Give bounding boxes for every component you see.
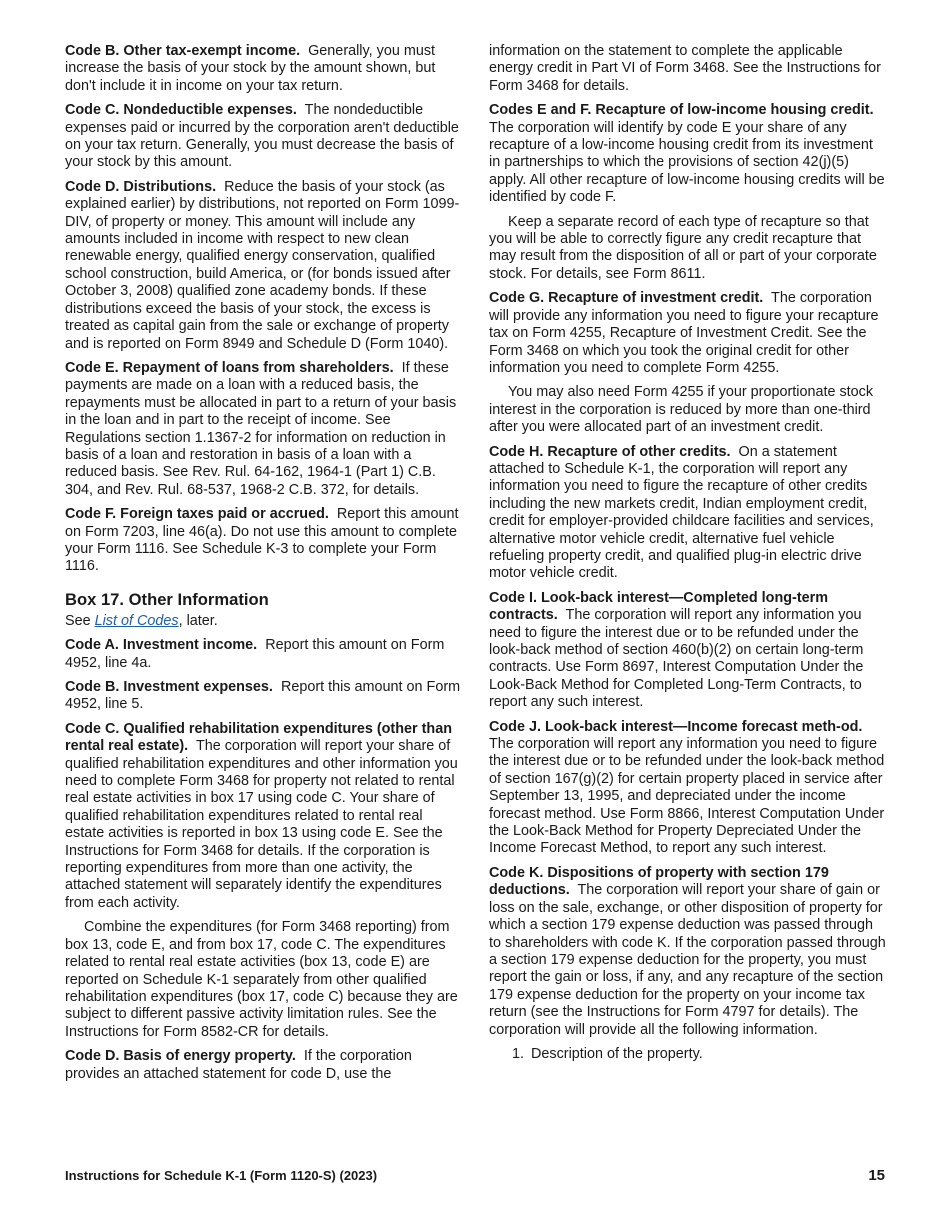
paragraph-text: Generally, you must increase the basis of your stock by the amount shown, but don't include it in income on your tax return. — [65, 43, 436, 94]
paragraph-code-c-rehabilitation — [65, 721, 463, 912]
paragraph-text: Reduce the basis of your stock (as explained earlier) by distributions, not reported on Form 1099-DIV, of property or money. This amount will include any amounts included in income with respect to new clean renewable energy, qualified energy conservation, qualified school construction, build America, or (for bonds issued after October 3, 2008) qualified zone academy bonds. If these distributions exceed the basis of your stock, the excess is treated as capital gain from the sale or exchange of property and is reported on Form 8949 and Schedule D (Form 1040). — [65, 178, 460, 352]
paragraph-heading: Code I. Look-back interest—Completed long-term contracts. — [489, 589, 829, 624]
paragraph-text: If these payments are made on a loan with a reduced basis, the repayments must be allocated in part to a return of your basis in the loan and in part to the receipt of income. See Regulations section 1.1367-2 for information on reduction in basis of a loan and restoration in basis of a loan with a reduced basis. See Rev. Rul. 64-162, 1964-1 (Part 1) C.B. 304, and Rev. Rul. 68-537, 1968-2 C.B. 372, for details. — [65, 359, 457, 498]
page-number: 15 — [868, 1167, 885, 1184]
paragraph-code-a-investment-income — [65, 637, 463, 672]
paragraph-text: The corporation will identify by code E your share of any recapture of a low-income housing credit from its investment in partnerships to which the provisions of section 42(j)(5) apply. All other recapture of low-income housing credits will be identified by code F. — [489, 119, 885, 206]
paragraph-heading: Code H. Recapture of other credits. — [489, 443, 731, 460]
see-suffix: , later. — [178, 612, 218, 629]
paragraph-text: The corporation will report any information you need to figure the interest due or to be refunded under the look-back method of section 167(g)(2) for certain property placed in service after September 13, 1995, and depreciated under the income forecast method. Use Form 8866, Interest Computation Under the Look-Back Method for Property Depreciated Under the Income Forecast Method, to report any such interest. — [489, 736, 885, 857]
paragraph-heading: Code C. Qualified rehabilitation expenditures (other than rental real estate). — [65, 720, 452, 755]
see-list-of-codes — [65, 613, 463, 630]
paragraph-code-d-distributions — [65, 179, 463, 353]
paragraph-codes-e-f-recapture — [489, 102, 887, 206]
paragraph-code-i-look-back — [489, 590, 887, 712]
list-of-codes-link[interactable]: List of Codes — [94, 612, 179, 629]
paragraph-text: Report this amount on Form 4952, line 4a. — [65, 637, 445, 671]
section-title-box-17: Box 17. Other Information — [65, 589, 269, 609]
paragraph-heading: Code D. Basis of energy property. — [65, 1048, 296, 1065]
paragraph-code-k-section-179 — [489, 865, 887, 1039]
paragraph-heading: Code F. Foreign taxes paid or accrued. — [65, 506, 329, 523]
paragraph-text: The corporation will report your share of gain or loss on the sale, exchange, or other disposition of property for which a section 179 expense deduction was passed through to shareholders with code K. If the corporation passed through a section 179 expense deduction for the property, you must report the gain or loss, if any, and any recapture of the section 179 expense deduction for the property on your income tax return (see the Instructions for Form 4797 for details). The corporation will provide all the following information. — [489, 882, 886, 1038]
paragraph-form-4255: You may also need Form 4255 if your proportionate stock interest in the corporation is reduced by more than one-third after you were allocated part of an investment credit. — [489, 384, 874, 436]
paragraph-heading: Code D. Distributions. — [65, 178, 217, 195]
left-column — [65, 43, 463, 1090]
right-column — [489, 43, 887, 1063]
paragraph-code-d-energy-property — [65, 1048, 463, 1083]
paragraph-heading: Code B. Other tax-exempt income. — [65, 43, 301, 59]
paragraph-code-j-income-forecast — [489, 719, 887, 858]
paragraph-heading: Code K. Dispositions of property with section 179 deductions. — [489, 864, 829, 899]
page-footer — [65, 1168, 885, 1183]
list-item-text: Description of the property. — [531, 1045, 703, 1062]
paragraph-heading: Code A. Investment income. — [65, 637, 258, 654]
footer-title: Instructions for Schedule K-1 (Form 1120-S) (2023) — [65, 1168, 378, 1183]
paragraph-separate-record: Keep a separate record of each type of recapture so that you will be able to correctly figure any credit recapture that may result from the disposition of all or part of your corporate stock. For details, see Form 8611. — [489, 213, 877, 282]
paragraph-text: The nondeductible expenses paid or incurred by the corporation aren't deductible on your tax return. Generally, you must decrease the basis of your stock by this amount. — [65, 102, 459, 171]
paragraph-text: Report this amount on Form 4952, line 5. — [65, 679, 461, 713]
paragraph-code-b-investment-expenses — [65, 679, 463, 714]
paragraph-heading: Code G. Recapture of investment credit. — [489, 290, 764, 307]
paragraph-heading: Code E. Repayment of loans from shareholders. — [65, 359, 394, 376]
paragraph-code-b-tax-exempt — [65, 43, 463, 95]
list-item-number: 1. — [512, 1045, 525, 1062]
paragraph-combine-expenditures: Combine the expenditures (for Form 3468 reporting) from box 13, code E, and from box 17, code C. The expenditures related to rental real estate activities (box 13, code E) are reported on Schedule K-1 separately from other qualified rehabilitation expenditures (box 17, code C) because they are subject to different passive activity limitation rules. See the Instructions for Form 8582-CR for details. — [65, 919, 458, 1040]
paragraph-text: If the corporation provides an attached statement for code D, use the — [65, 1048, 412, 1082]
paragraph-text: The corporation will report any information you need to figure the interest due or to be refunded under the look-back method of section 460(b)(2) on certain long-term contracts. Use Form 8697, Interest Computation Under the Look-Back Method for Completed Long-Term Contracts, to report any such interest. — [489, 607, 864, 711]
paragraph-heading: Codes E and F. Recapture of low-income housing credit. — [489, 102, 874, 119]
list-item — [512, 1046, 887, 1063]
see-prefix: See — [65, 612, 95, 629]
paragraph-code-h-other-credits — [489, 444, 887, 583]
paragraph-code-g-investment-credit — [489, 290, 887, 377]
paragraph-heading: Code C. Nondeductible expenses. — [65, 102, 297, 119]
paragraph-text: The corporation will provide any information you need to figure your recapture tax on Form 4255, Recapture of Investment Credit. See the Form 3468 on which you took the original credit for other information you need to complete Form 4255. — [489, 290, 879, 376]
paragraph-heading: Code J. Look-back interest—Income forecast meth-od. — [489, 718, 863, 735]
paragraph-text: The corporation will report your share of qualified rehabilitation expenditures and other information you need to complete Form 3468 for property not related to rental real estate activities in box 17 using code C. Your share of qualified rehabilitation expenditures related to rental real estate activities is reported in box 13 using code E. See the Instructions for Form 3468 for details. If the corporation is reporting expenditures from more than one activity, the attached statement will separately identify the expenditures from each activity. — [65, 738, 458, 911]
paragraph-heading: Code B. Investment expenses. — [65, 679, 273, 695]
paragraph-code-e-repayment — [65, 360, 463, 499]
paragraph-code-c-nondeductible — [65, 102, 463, 172]
paragraph-text: Report this amount on Form 7203, line 46(a). Do not use this amount to complete your Form 1116. See Schedule K-3 to complete your Form 1116. — [65, 506, 459, 575]
paragraph-energy-continued: information on the statement to complete the applicable energy credit in Part VI of Form 3468. See the Instructions for Form 3468 for details. — [489, 43, 881, 94]
paragraph-code-f-foreign-taxes — [65, 506, 463, 576]
paragraph-text: On a statement attached to Schedule K-1, the corporation will report any information you need to figure the recapture of other credits including the new markets credit, Indian employment credit, credit for employer-provided childcare facilities and services, alternative motor vehicle credit, alternative fuel vehicle refueling property credit, and qualified plug-in electric drive motor vehicle credit. — [489, 443, 874, 582]
